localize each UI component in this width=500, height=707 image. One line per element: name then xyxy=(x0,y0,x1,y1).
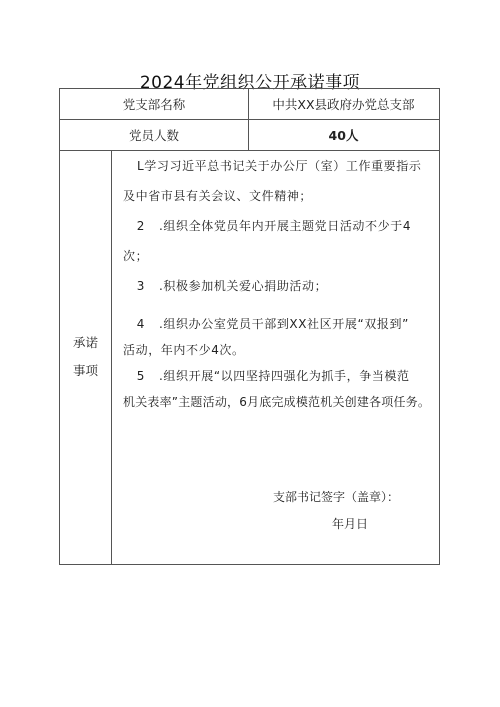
member-count-value: 40人 xyxy=(328,128,359,143)
item-1-line2: 及中省市县有关会议、文件精神； xyxy=(123,189,313,203)
signature-date: 年月日 xyxy=(332,517,369,531)
item-2-line1 xyxy=(123,217,411,234)
commitments-label-line1: 承诺 xyxy=(72,335,98,350)
item-3-number: 3 xyxy=(136,279,145,293)
item-3-line1 xyxy=(123,277,327,294)
commitments-content xyxy=(123,89,439,564)
item-4-line1 xyxy=(123,315,409,332)
member-count-label: 党员人数 xyxy=(128,128,179,143)
item-3-text: .积极参加机关爱心捐助活动； xyxy=(159,279,328,293)
item-5-line1 xyxy=(123,367,410,384)
branch-name-value: 中共XX县政府办党总支部 xyxy=(272,97,415,112)
item-5-number: 5 xyxy=(136,369,145,383)
item-2-text: .组织全体党员年内开展主题党日活动不少于4 xyxy=(159,219,412,233)
document-title: 2024年党组织公开承诺事项 xyxy=(139,73,361,93)
item-2-number: 2 xyxy=(136,219,145,233)
item-5-line2: 机关表率”主题活动，6月底完成模范机关创建各项任务。 xyxy=(123,395,431,409)
branch-name-label: 党支部名称 xyxy=(122,97,186,112)
commitment-table xyxy=(59,88,440,565)
item-1-line1: L学习习近平总书记关于办公厅（室）工作重要指示 xyxy=(137,159,422,173)
commitments-label-line2: 事项 xyxy=(72,363,98,378)
item-4-number: 4 xyxy=(136,317,145,331)
signature-label: 支部书记签字（盖章）： xyxy=(273,490,400,504)
item-2-line2: 次； xyxy=(123,249,149,263)
item-4-line2: 活动，年内不少4次。 xyxy=(123,343,245,357)
item-4-text: .组织办公室党员干部到XX社区开展“双报到” xyxy=(159,317,409,331)
item-5-text: .组织开展“以四坚持四强化为抓手，争当模范 xyxy=(159,369,410,383)
commitments-label xyxy=(60,329,111,385)
column-divider xyxy=(111,150,112,564)
